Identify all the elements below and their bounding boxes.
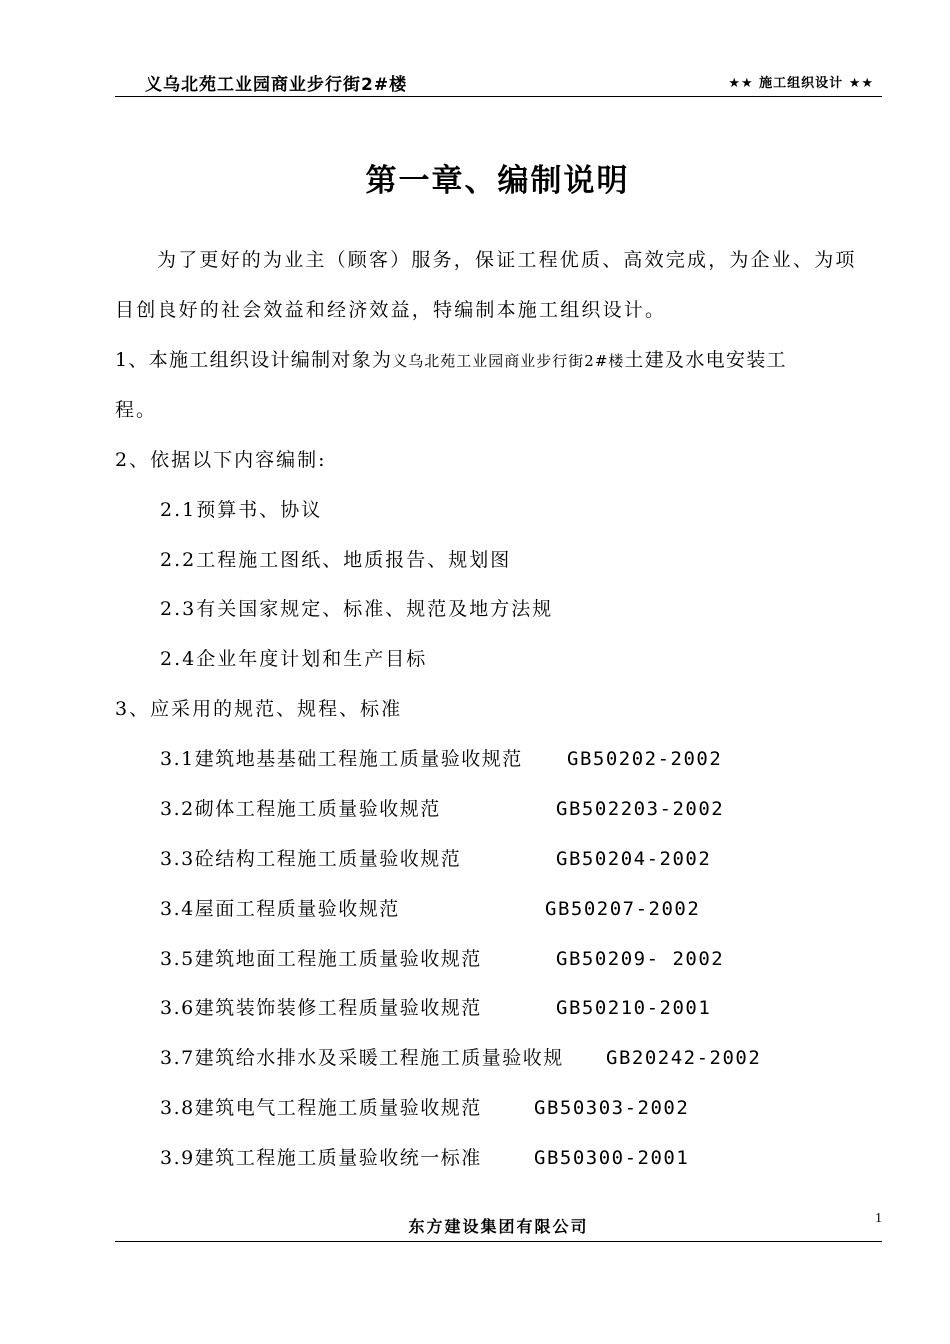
standard-name: 3.9建筑工程施工质量验收统一标准 [160, 1147, 482, 1169]
standard-code: GB50209- 2002 [556, 948, 725, 970]
standard-code: GB502203-2002 [556, 798, 725, 820]
standard-code: GB20242-2002 [606, 1047, 762, 1069]
standard-name: 3.8建筑电气工程施工质量验收规范 [160, 1097, 482, 1119]
header-doc-type: ★★ 施工组织设计 ★★ [728, 76, 874, 91]
standard-code: GB50300-2001 [534, 1147, 690, 1169]
standard-code: GB50210-2001 [556, 997, 712, 1019]
standard-name: 3.7建筑给水排水及采暖工程施工质量验收规 [160, 1047, 564, 1069]
standard-name: 3.4屋面工程质量验收规范 [160, 898, 400, 920]
footer-company-name: 东方建设集团有限公司 [408, 1217, 589, 1236]
standard-name: 3.3砼结构工程施工质量验收规范 [160, 848, 462, 870]
item-1-suffix: 土建及水电安装工 [624, 349, 787, 371]
standard-code: GB50202-2002 [567, 748, 723, 770]
standard-code: GB50204-2002 [556, 848, 712, 870]
chapter-title: 第一章、编制说明 [365, 163, 630, 199]
intro-line-1: 为了更好的为业主（顾客）服务，保证工程优质、高效完成，为企业、为项 [157, 249, 857, 271]
item-2-sub: 2.4企业年度计划和生产目标 [160, 648, 428, 670]
standard-code: GB50207-2002 [545, 898, 701, 920]
item-2-sub: 2.1预算书、协议 [160, 499, 323, 521]
page-footer [115, 1211, 882, 1242]
standard-name: 3.6建筑装饰装修工程质量验收规范 [160, 997, 482, 1019]
item-3-title: 3、应采用的规范、规程、标准 [115, 698, 403, 720]
page-number: 1 [875, 1211, 882, 1226]
item-2-sub: 2.3有关国家规定、标准、规范及地方法规 [160, 598, 554, 620]
item-2-title: 2、依据以下内容编制: [115, 449, 327, 471]
item-1-continuation: 程。 [115, 399, 158, 421]
standard-name: 3.5建筑地面工程施工质量验收规范 [160, 948, 482, 970]
item-2-sub: 2.2工程施工图纸、地质报告、规划图 [160, 549, 512, 571]
header-project-name: 义乌北苑工业园商业步行街2#楼 [145, 75, 408, 95]
intro-line-2: 目创良好的社会效益和经济效益，特编制本施工组织设计。 [115, 299, 667, 321]
standard-name: 3.1建筑地基基础工程施工质量验收规范 [160, 748, 523, 770]
item-1-object: 义乌北苑工业园商业步行街2#楼 [392, 352, 625, 370]
standard-code: GB50303-2002 [534, 1097, 690, 1119]
standard-name: 3.2砌体工程施工质量验收规范 [160, 798, 441, 820]
item-1-prefix: 1、本施工组织设计编制对象为 [115, 349, 393, 371]
item-1 [115, 346, 787, 375]
page-header [115, 70, 882, 97]
